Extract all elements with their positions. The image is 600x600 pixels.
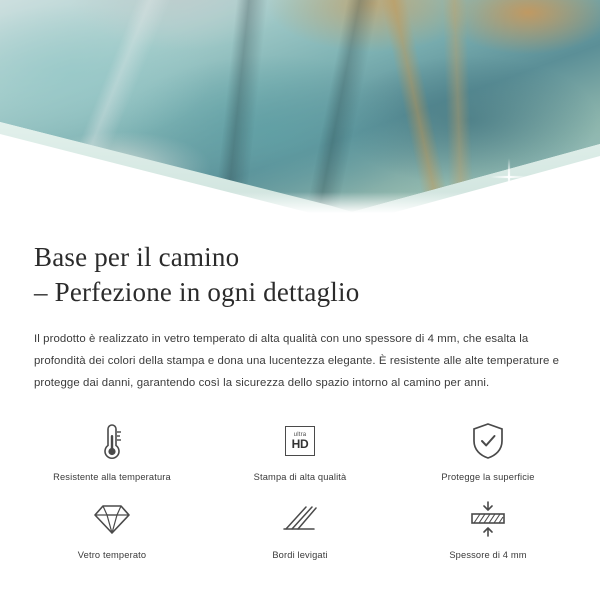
polished-edges-icon xyxy=(282,496,318,542)
feature-label: Vetro temperato xyxy=(77,550,147,560)
hero-fade xyxy=(0,192,600,218)
thermometer-icon xyxy=(99,418,125,464)
feature-item xyxy=(206,418,394,482)
feature-item xyxy=(18,418,206,482)
feature-label: Protegge la superficie xyxy=(441,472,535,482)
headline-line-2: – Perfezione in ogni dettaglio xyxy=(34,277,360,307)
shield-check-icon xyxy=(471,418,505,464)
hero-image xyxy=(0,0,600,218)
feature-label: Resistente alla temperatura xyxy=(53,472,171,482)
ultra-hd-icon xyxy=(285,418,315,464)
feature-item xyxy=(18,496,206,560)
description-text xyxy=(34,328,568,394)
feature-label: Spessore di 4 mm xyxy=(449,550,527,560)
feature-item xyxy=(206,496,394,560)
ultra-hd-top-text: ultra xyxy=(293,432,307,438)
description-paragraph: Il prodotto è realizzato in vetro temperato di alta qualità con uno spessore di 4 mm, che esalta la profondità dei colori della stampa e dona una lucentezza elegante. È resistente alle alte temperature e protegge dai danni, garantendo così la sicurezza dello spazio intorno al camino per anni. xyxy=(34,333,560,389)
thickness-icon xyxy=(469,496,507,542)
feature-item xyxy=(394,496,582,560)
feature-label: Bordi levigati xyxy=(272,550,328,560)
diamond-icon xyxy=(93,496,131,542)
headline-line-1: Base per il camino xyxy=(34,242,240,272)
feature-label: Stampa di alta qualità xyxy=(253,472,347,482)
feature-grid xyxy=(0,418,600,560)
page-title xyxy=(34,240,600,310)
ultra-hd-bottom-text: HD xyxy=(291,437,309,451)
marble-veins-overlay xyxy=(0,0,600,218)
feature-item xyxy=(394,418,582,482)
